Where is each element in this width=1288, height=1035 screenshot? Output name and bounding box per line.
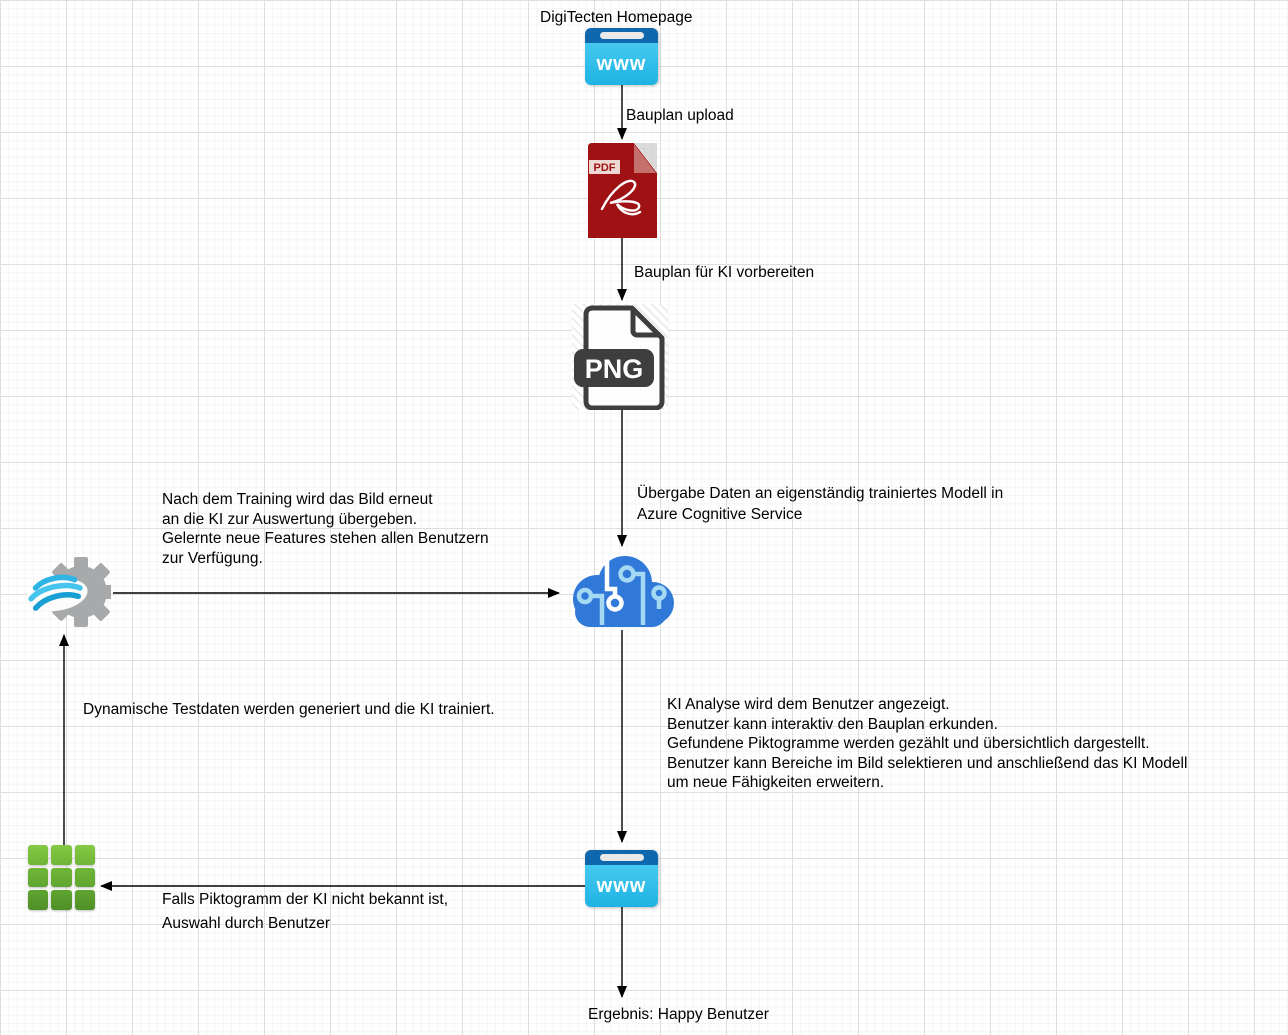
analysis-note	[667, 695, 1187, 793]
png-file-icon[interactable]	[572, 304, 668, 410]
grid-cell	[51, 868, 71, 888]
grid-cell	[51, 890, 71, 910]
training-gear-icon[interactable]	[27, 554, 111, 632]
retraining-line4: zur Verfügung.	[162, 549, 263, 567]
edge-handover-line2: Azure Cognitive Service	[637, 506, 803, 523]
browser-titlebar	[585, 850, 658, 865]
edge-testdata-label: Dynamische Testdaten werden generiert und die KI trainiert.	[83, 701, 495, 718]
pictogram-grid-icon[interactable]	[28, 845, 95, 910]
retraining-line1: Nach dem Training wird das Bild erneut	[162, 491, 433, 508]
edge-prepare-label: Bauplan für KI vorbereiten	[634, 264, 815, 281]
edge-upload-label: Bauplan upload	[626, 107, 734, 124]
browser-address-bar	[600, 32, 644, 39]
result-browser-icon[interactable]	[585, 850, 658, 907]
grid-cell	[28, 890, 48, 910]
retraining-note	[162, 490, 489, 568]
grid-cell	[75, 845, 95, 865]
pdf-file-icon[interactable]	[588, 143, 657, 238]
analysis-line4: Benutzer kann Bereiche im Bild selektieren und anschließend das KI Modell	[667, 754, 1188, 772]
browser-www-label: www	[585, 865, 658, 907]
retraining-line2: an die KI zur Auswertung übergeben.	[162, 510, 418, 528]
analysis-line3: Gefundene Piktogramme werden gezählt und übersichtlich dargestellt.	[667, 735, 1150, 752]
retraining-line3: Gelernte neue Features stehen allen Benutzern	[162, 530, 489, 547]
azure-cognitive-service-cloud-icon[interactable]	[565, 551, 678, 630]
png-label-text: PNG	[584, 354, 644, 384]
grid-cell	[28, 845, 48, 865]
browser-titlebar	[585, 28, 658, 43]
analysis-line5: um neue Fähigkeiten erweitern.	[667, 774, 885, 791]
browser-www-label: www	[585, 43, 658, 85]
unknown-pictogram-line2: Auswahl durch Benutzer	[162, 915, 331, 932]
edge-handover-line1: Übergabe Daten an eigenständig trainiertes Modell in	[637, 485, 1004, 502]
edge-handover-label	[637, 483, 1003, 525]
homepage-title: DigiTecten Homepage	[540, 9, 693, 26]
browser-address-bar	[600, 854, 644, 861]
analysis-line1: KI Analyse wird dem Benutzer angezeigt.	[667, 696, 950, 713]
homepage-browser-icon[interactable]	[585, 28, 658, 85]
result-label: Ergebnis: Happy Benutzer	[588, 1006, 769, 1023]
edge-unknown-pictogram-label	[162, 888, 448, 936]
analysis-line2: Benutzer kann interaktiv den Bauplan erkunden.	[667, 715, 998, 733]
pdf-badge-text: PDF	[593, 162, 616, 174]
unknown-pictogram-line1: Falls Piktogramm der KI nicht bekannt ist,	[162, 891, 449, 908]
grid-cell	[28, 868, 48, 888]
grid-cell	[75, 868, 95, 888]
grid-cell	[75, 890, 95, 910]
grid-cell	[51, 845, 71, 865]
